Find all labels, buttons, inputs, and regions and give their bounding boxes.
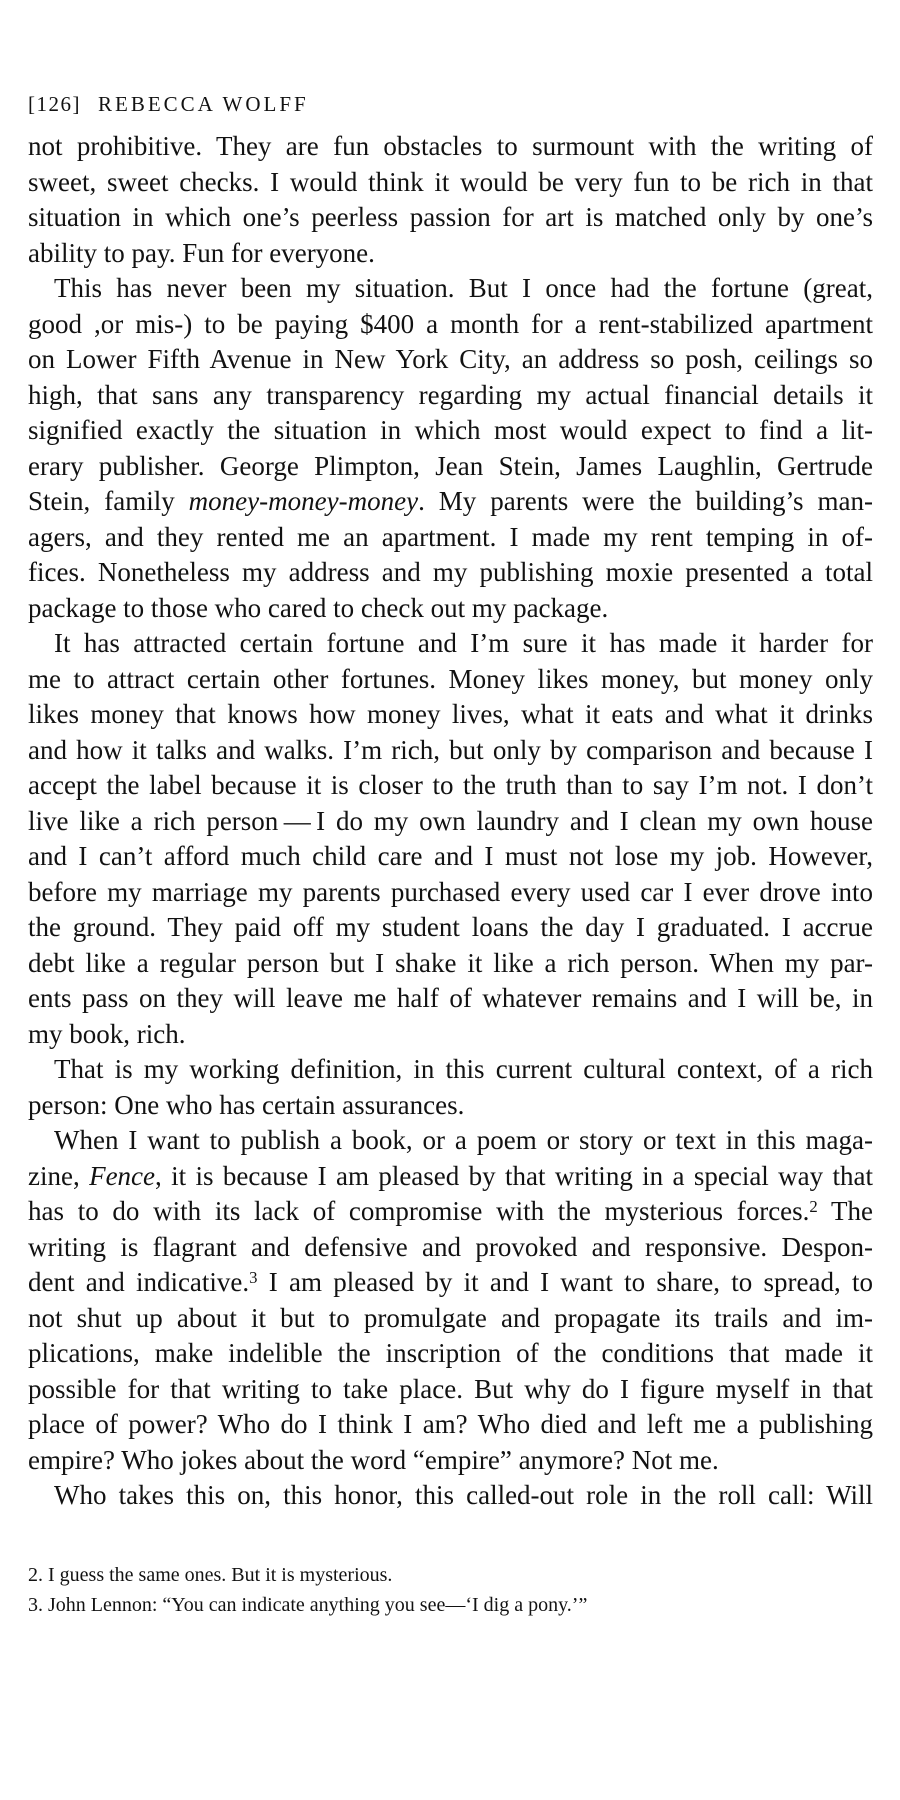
text-segment: before my marriage my parents purchased every used car I ever drove into [28,876,873,907]
text-line [28,307,873,343]
text-segment: package to those who cared to check out my package. [28,592,609,623]
text-segment: erary publisher. George Plimpton, Jean Stein, James Laughlin, Gertrude [28,450,873,481]
text-line [28,484,873,520]
text-segment: on Lower Fifth Avenue in New York City, an address so posh, ceilings so [28,344,873,374]
footnotes [28,1560,873,1620]
text-segment: writing is flagrant and defensive and provoked and responsive. Despon- [28,1231,873,1262]
text-line [28,733,873,769]
running-head [28,92,309,117]
body-text [28,129,873,1514]
text-segment: agers, and they rented me an apartment. I made my rent temping in of- [28,521,873,552]
text-line [28,449,873,485]
text-line [28,1194,873,1230]
text-line [28,1052,873,1088]
text-segment: Fence [89,1160,156,1191]
text-line [28,1372,873,1408]
text-segment: person: One who has certain assurances. [28,1089,465,1120]
text-segment: has to do with its lack of compromise with the mysterious forces. [28,1196,810,1226]
text-segment: high, that sans any transparency regarding my actual financial details it [28,379,873,410]
text-line [28,1230,873,1266]
text-line [28,1265,873,1301]
text-segment: likes money that knows how money lives, what it eats and what it drinks [28,699,873,729]
text-line [28,626,873,662]
text-line [28,768,873,804]
text-segment: , it is because I am pleased by that writing in a special way that [155,1160,873,1191]
text-segment: and I can’t afford much child care and I must not lose my job. However, [28,841,873,871]
text-segment: live like a rich person — I do my own laundry and I clean my own house [28,805,873,836]
text-segment: sweet, sweet checks. I would think it would be very fun to be rich in that [28,166,873,197]
running-head-author: REBECCA WOLFF [98,92,309,116]
text-line [28,236,873,272]
text-line [28,271,873,307]
text-line [28,804,873,840]
text-line [28,1301,873,1337]
text-line [28,662,873,698]
text-line [28,1159,873,1195]
footnote: 2. I guess the same ones. But it is mysterious. [28,1564,393,1586]
text-segment: good ,or mis-) to be paying $400 a month for a rent-stabilized apartment [28,308,873,339]
text-segment: Who takes this on, this honor, this called-out role in the roll call: Will [54,1480,873,1510]
text-line [28,555,873,591]
text-segment: me to attract certain other fortunes. Money likes money, but money only [28,663,873,694]
text-segment: signified exactly the situation in which most would expect to find a lit- [28,415,873,445]
text-line [28,697,873,733]
text-segment: dent and indicative. [28,1267,250,1297]
page-number: [126] [28,92,81,116]
text-segment: When I want to publish a book, or a poem or story or text in this maga- [54,1125,873,1155]
text-segment: . My parents were the building’s man- [418,486,873,516]
text-segment: I am pleased by it and I want to share, to spread, to [257,1267,873,1297]
text-segment: situation in which one’s peerless passion for art is matched only by one’s [28,202,873,232]
text-segment: empire? Who jokes about the word “empire” anymore? Not me. [28,1444,719,1475]
text-segment: The [817,1196,873,1226]
text-segment: not prohibitive. They are fun obstacles to surmount with the writing of [28,131,873,161]
text-line [28,378,873,414]
text-line [28,981,873,1017]
text-segment: It has attracted certain fortune and I’m sure it has made it harder for [54,628,873,658]
text-line [28,1407,873,1443]
text-line [28,129,873,165]
text-line [28,342,873,378]
text-segment: fices. Nonetheless my address and my publishing moxie presented a total [28,557,873,587]
text-segment: not shut up about it but to promulgate and propagate its trails and im- [28,1302,873,1333]
text-segment: zine, [28,1160,90,1191]
footnote-marker: 3 [249,1268,258,1288]
text-line [28,875,873,911]
footnote-marker: 2 [809,1197,818,1217]
text-segment: plications, make indelible the inscription of the conditions that made it [28,1338,873,1368]
text-line [28,1017,873,1053]
text-segment: my book, rich. [28,1018,186,1049]
text-line [28,1443,873,1479]
text-segment: Stein, family [28,486,189,516]
text-segment: place of power? Who do I think I am? Who died and left me a publishing [28,1409,873,1439]
text-line [28,591,873,627]
text-segment: the ground. They paid off my student loans the day I graduated. I accrue [28,912,873,942]
text-line [28,910,873,946]
text-line [28,946,873,982]
text-line [28,1123,873,1159]
text-line [28,165,873,201]
text-segment: ability to pay. Fun for everyone. [28,237,375,268]
text-line [28,520,873,556]
text-line [28,1088,873,1124]
text-line [28,1478,873,1514]
text-segment: ents pass on they will leave me half of whatever remains and I will be, in [28,983,873,1013]
text-segment: accept the label because it is closer to the truth than to say I’m not. I don’t [28,770,873,800]
text-line [28,1336,873,1372]
footnote: 3. John Lennon: “You can indicate anything you see—‘I dig a pony.’” [28,1594,588,1616]
text-segment: and how it talks and walks. I’m rich, but only by comparison and because I [28,734,873,765]
text-segment: This has never been my situation. But I once had the fortune (great, [54,273,873,303]
text-line [28,839,873,875]
text-line [28,200,873,236]
text-segment: money-money-money [188,486,419,516]
text-segment: possible for that writing to take place. But why do I figure myself in that [28,1373,873,1404]
text-segment: That is my working definition, in this current cultural context, of a rich [54,1054,873,1084]
text-segment: debt like a regular person but I shake it like a rich person. When my par- [28,947,873,978]
text-line [28,413,873,449]
